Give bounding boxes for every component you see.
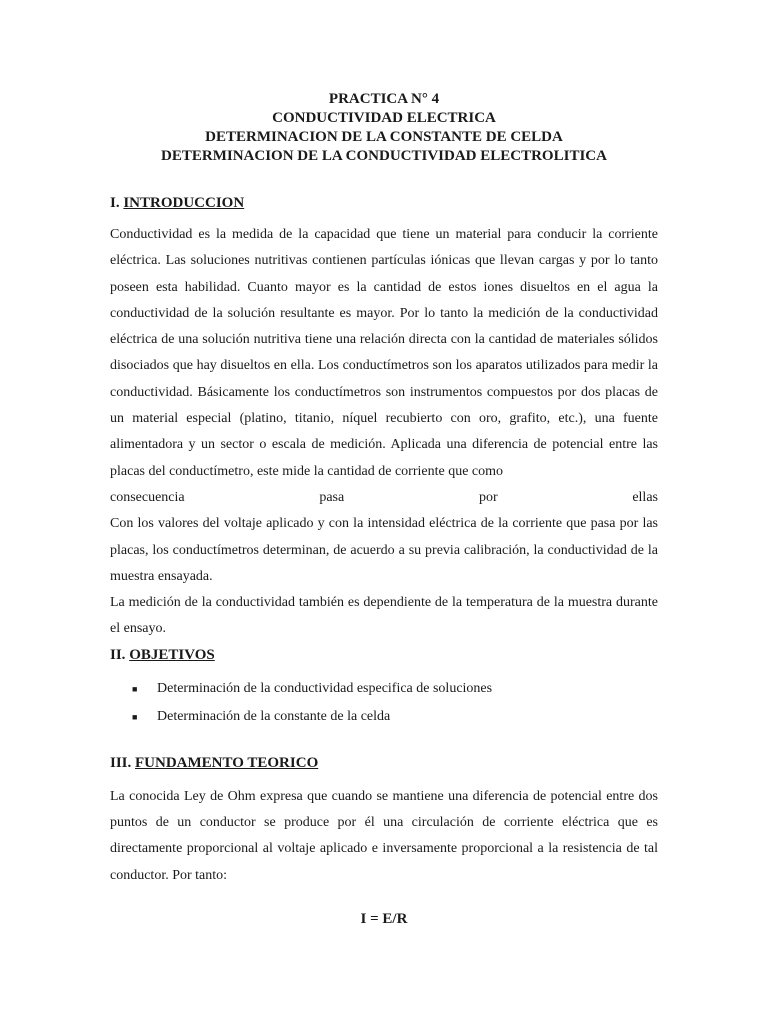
section-title: FUNDAMENTO TEORICO [135,754,319,771]
practice-number: PRACTICA N° 4 [328,91,440,107]
list-item [110,675,658,703]
ohm-formula: I = E/R [360,910,408,927]
document-page [110,90,658,928]
square-bullet-icon: ■ [132,711,138,722]
subtitle-line: DETERMINACION DE LA CONSTANTE DE CELDA [205,129,563,145]
section-number: II. [110,646,126,663]
section-heading-fundamento [110,753,658,773]
section-number: I. [110,195,120,211]
section-number: III. [110,754,132,771]
objectives-list [110,675,658,731]
intro-paragraph-tail: consecuencia pasa por ellas [110,489,658,505]
document-title-block [110,90,658,166]
subtitle-line: DETERMINACION DE LA CONDUCTIVIDAD ELECTROLITICA [161,148,607,164]
title-line: CONDUCTIVIDAD ELECTRICA [272,110,496,126]
fundamento-paragraph: La conocida Ley de Ohm expresa que cuando se mantiene una diferencia de potencial entre dos puntos de un conductor se produce por él una circulación de corriente eléctrica que es directamente proporcional al voltaje aplicado e inversamente proporcional a la resistencia de tal conductor. Por tanto: [110,788,658,883]
list-item-text: Determinación de la conductividad especifica de soluciones [157,680,493,696]
section-title: INTRODUCCION [123,195,245,211]
section-title: OBJETIVOS [129,646,215,663]
square-bullet-icon: ■ [132,683,138,694]
section-heading-introduccion [110,193,658,213]
list-item-text: Determinación de la constante de la celda [157,708,391,724]
list-item [110,703,658,731]
section-heading-objetivos [110,645,658,665]
intro-paragraph: La medición de la conductividad también es dependiente de la temperatura de la muestra durante el ensayo. [110,595,658,637]
intro-paragraph: Conductividad es la medida de la capacidad que tiene un material para conducir la corriente eléctrica. Las soluciones nutritivas contienen partículas iónicas que llevan cargas y por lo tanto poseen esta habilidad. Cuanto mayor es la cantidad de estos iones disueltos en el agua la conductividad de la solución resultante es mayor. Por lo tanto la medición de la conductividad eléctrica de una solución nutritiva tiene una relación directa con la cantidad de materiales sólidos disociados que hay disueltos en ella. Los conductímetros son los aparatos utilizados para medir la conductividad. Básicamente los conductímetros son instrumentos compuestos por dos placas de un material especial (platino, titanio, níquel recubierto con oro, grafito, etc.), una fuente alimentadora y un sector o escala de medición. Aplicada una diferencia de potencial entre las placas del conductímetro, este mide la cantidad de corriente que como [110,227,658,479]
intro-paragraph: Con los valores del voltaje aplicado y con la intensidad eléctrica de la corriente que pasa por las placas, los conductímetros determinan, de acuerdo a su previa calibración, la conductividad de la muestra ensayada. [110,516,658,584]
